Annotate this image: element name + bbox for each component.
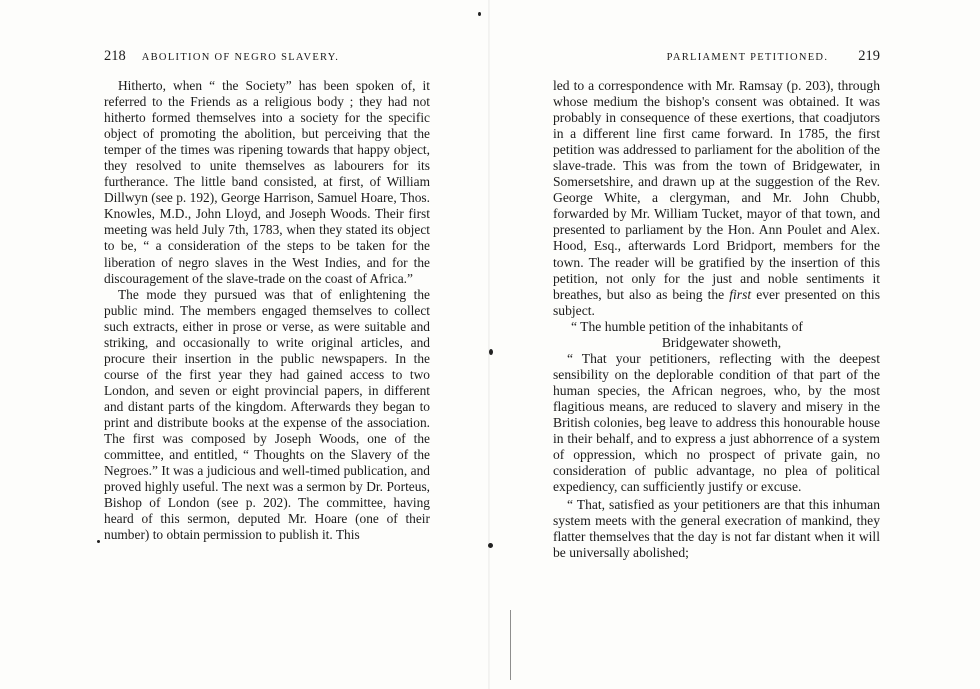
scan-speck [489, 349, 493, 355]
right-page [553, 48, 880, 561]
petition-heading: “ The humble petition of the inhabitants of [571, 318, 803, 334]
left-page-header [104, 48, 430, 68]
left-paragraph-2: The mode they pursued was that of enlightening the public mind. The members engaged themselves to collect such extracts, either in prose or verse, as were suitable and striking, and occasionally to write original articles, and procure their insertion in the public newspapers. In the course of the first year they had gained access to two London, and seven or eight provincial papers, in different and distant parts of the kingdom. Afterwards they began to print and distribute books at the expense of the association. The first was composed by Joseph Woods, one of the committee, and entitled, “ Thoughts on the Slavery of the Negroes.” It was a judicious and well-timed publication, and proved highly useful. The next was a sermon by Dr. Porteus, Bishop of London (see p. 202). The committee, having heard of this sermon, deputed Mr. Hoare (one of their number) to obtain permission to publish it. This [104, 286, 430, 543]
right-page-number: 219 [858, 48, 880, 64]
right-paragraph-1 [553, 78, 880, 319]
emphasis-first: first [729, 286, 752, 302]
scan-speck [97, 540, 100, 543]
scan-speck [488, 543, 493, 548]
petition-paragraph-1: “ That your petitioners, reflecting with the deepest sensibility on the deplorable condition of that part of the human species, the African negroes, who, by the most flagitious means, are reduced to slavery and misery in the British colonies, beg leave to address this honourable house in their behalf, and to express a just abhorrence of a system of oppression, which no prospect of private gain, no consideration of public advantage, no plea of political expediency, can sufficiently justify or excuse. [553, 350, 880, 495]
left-page-body [104, 78, 430, 543]
left-paragraph-1: Hitherto, when “ the Society” has been spoken of, it referred to the Friends as a religious body ; they had not hitherto formed themselves into a society for the specific object of promoting the abolition, but perceiving that the temper of the times was ripening towards that happy object, they resolved to unite themselves as labourers for its furtherance. The little band consisted, at first, of William Dillwyn (see p. 192), George Harrison, Samuel Hoare, Thos. Knowles, M.D., John Lloyd, and Joseph Woods. Their first meeting was held July 7th, 1783, when they stated its object to be, “ a consideration of the steps to be taken for the liberation of negro slaves in the West Indies, and for the discouragement of the slave-trade on the coast of Africa.” [104, 78, 430, 286]
right-page-header [553, 48, 880, 68]
left-page [104, 48, 430, 543]
page-crease-mark [510, 610, 511, 680]
right-page-body [553, 78, 880, 561]
petition-paragraph-2: “ That, satisfied as your petitioners are that this inhuman system meets with the general execration of mankind, they flatter themselves that the day is not far distant when it will be universally abolished; [553, 497, 880, 561]
left-page-number: 218 [104, 48, 126, 64]
left-running-head: ABOLITION OF NEGRO SLAVERY. [141, 52, 340, 63]
petition-heading-2: Bridgewater showeth, [661, 334, 782, 350]
scan-speck [478, 12, 481, 16]
right-running-head: PARLIAMENT PETITIONED. [666, 52, 829, 63]
right-paragraph-1-tail: ever presented on this subject. [553, 286, 880, 318]
right-paragraph-1-text: led to a correspondence with Mr. Ramsay (p. 203), through whose medium the bishop's consent was obtained. It was probably in consequence of these exertions, that coadjutors in a different line first came forward. In 1785, the first petition was addressed to parliament for the abolition of the slave-trade. This was from the town of Bridgewater, in Somersetshire, and drawn up at the suggestion of the Rev. George White, a clergyman, and Mr. John Chubb, forwarded by Mr. William Tucket, mayor of that town, and presented to parliament by the Hon. Ann Poulet and Alex. Hood, Esq., afterwards Lord Bridport, members for the town. The reader will be gratified by the insertion of this petition, not only for the just and noble sentiments it breathes, but also as being the [553, 78, 880, 302]
book-gutter [488, 0, 490, 689]
